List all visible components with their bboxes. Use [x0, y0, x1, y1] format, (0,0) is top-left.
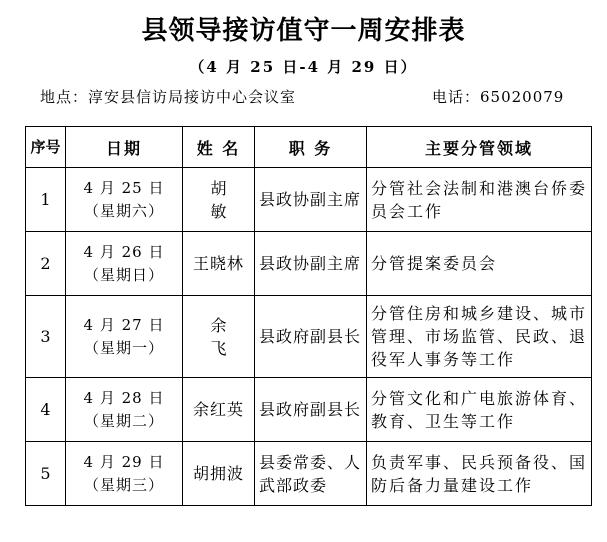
- row-area: 负责军事、民兵预备役、国防后备力量建设工作: [367, 442, 592, 506]
- row-post: 县政府副县长: [255, 378, 367, 442]
- weekday-text: （星期日）: [83, 265, 164, 284]
- row-date: [66, 232, 183, 296]
- phone-text: 电话：65020079: [432, 88, 565, 106]
- row-name: 胡拥波: [183, 442, 255, 506]
- row-num: 4: [26, 378, 66, 442]
- row-date: [66, 442, 183, 506]
- header-post: 职 务: [255, 127, 367, 168]
- header-date: 日期: [66, 127, 183, 168]
- row-area: 分管文化和广电旅游体育、教育、卫生等工作: [367, 378, 592, 442]
- row-num: 2: [26, 232, 66, 296]
- row-area: 分管社会法制和港澳台侨委员会工作: [367, 168, 592, 232]
- row-name: 余红英: [183, 378, 255, 442]
- row-area: 分管提案委员会: [367, 232, 592, 296]
- row-num: 5: [26, 442, 66, 506]
- weekday-text: （星期一）: [83, 338, 164, 357]
- page-title: 县领导接访值守一周安排表: [141, 16, 466, 46]
- row-post: 县政协副主席: [255, 232, 367, 296]
- table-row: [26, 442, 592, 506]
- row-area: 分管住房和城乡建设、城市管理、市场监管、民政、退役军人事务等工作: [367, 296, 592, 378]
- weekday-text: （星期三）: [83, 475, 164, 494]
- row-name: 王晓林: [183, 232, 255, 296]
- table-header-row: [26, 127, 592, 168]
- row-date: [66, 168, 183, 232]
- row-date: [66, 296, 183, 378]
- date-text: 4 月 26 日: [83, 242, 165, 261]
- row-num: 3: [26, 296, 66, 378]
- header-name: 姓 名: [183, 127, 255, 168]
- table-row: [26, 378, 592, 442]
- date-text: 4 月 27 日: [83, 315, 165, 334]
- row-post: 县政府副县长: [255, 296, 367, 378]
- row-date: [66, 378, 183, 442]
- schedule-table: [25, 126, 592, 506]
- weekday-text: （星期六）: [83, 201, 164, 220]
- date-text: 4 月 25 日: [83, 178, 165, 197]
- date-text: 4 月 29 日: [83, 452, 165, 471]
- date-text: 4 月 28 日: [83, 388, 165, 407]
- row-post: 县政协副主席: [255, 168, 367, 232]
- row-post: 县委常委、人武部政委: [255, 442, 367, 506]
- weekday-text: （星期二）: [83, 411, 164, 430]
- header-area: 主要分管领域: [367, 127, 592, 168]
- row-name: 余 飞: [183, 296, 255, 378]
- table-row: [26, 232, 592, 296]
- table-row: [26, 168, 592, 232]
- date-range: （4 月 25 日-4 月 29 日）: [189, 58, 418, 76]
- row-name: 胡 敏: [183, 168, 255, 232]
- table-row: [26, 296, 592, 378]
- header-num: 序号: [26, 127, 66, 168]
- row-num: 1: [26, 168, 66, 232]
- location-text: 地点：淳安县信访局接访中心会议室: [40, 88, 297, 106]
